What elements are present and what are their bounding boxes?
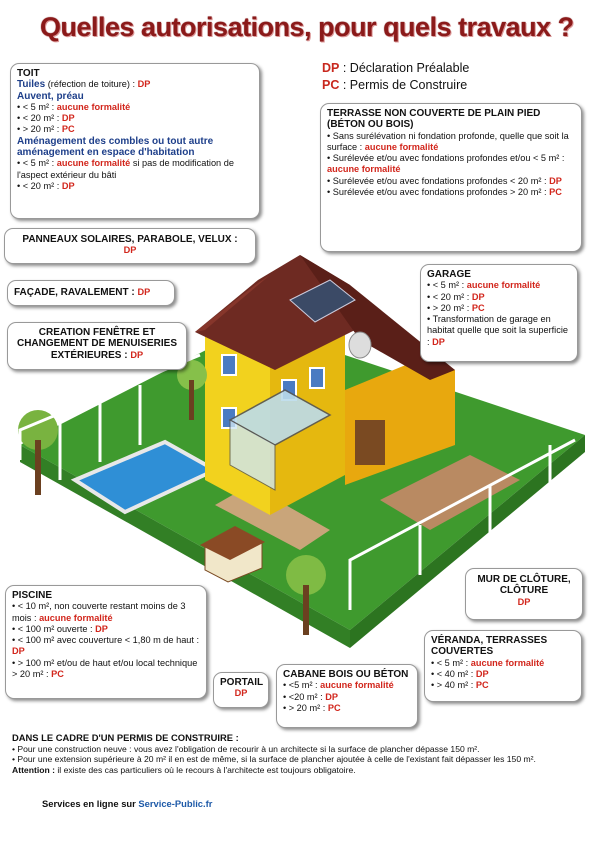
toit-box <box>10 63 260 219</box>
legend-pc-text: : Permis de Construire <box>339 78 468 92</box>
garage-box <box>420 264 578 362</box>
veranda-heading: VÉRANDA, TERRASSES COUVERTES <box>431 635 548 658</box>
veranda-item: • > 40 m² : PC <box>431 680 489 691</box>
mur-value: DP <box>517 596 531 607</box>
cabane-item: • > 20 m² : PC <box>283 702 341 713</box>
panneaux-heading: PANNEAUX SOLAIRES, PARABOLE, VELUX : <box>22 234 238 245</box>
terrasse-item: • Surélevée et/ou avec fondations profondes < 20 m² : DP <box>327 175 562 186</box>
portail-heading: PORTAIL <box>220 677 264 688</box>
piscine-item: • < 10 m², non couverte restant moins de 3 mois : aucune formalité <box>12 601 186 623</box>
footer-notes <box>12 733 587 775</box>
portail-box <box>213 672 269 708</box>
piscine-box <box>5 585 207 699</box>
terrasse-heading: TERRASSE NON COUVERTE DE PLAIN PIED (BÉTON OU BOIS) <box>327 108 541 131</box>
combles-item: • < 20 m² : DP <box>17 180 75 191</box>
facade-box <box>7 280 175 306</box>
legend <box>322 60 469 94</box>
garage-item: • > 20 m² : PC <box>427 302 485 313</box>
cabane-heading: CABANE BOIS OU BÉTON <box>283 669 409 680</box>
legend-dp-abbr: DP <box>322 61 340 75</box>
mur-box <box>465 568 583 620</box>
fenetre-value: DP <box>130 349 144 360</box>
piscine-item: • < 100 m² avec couverture < 1,80 m de haut : DP <box>12 635 200 657</box>
combles-item: • < 5 m² : aucune formalité si pas de modification de l'aspect extérieur du bâti <box>17 158 234 180</box>
tuiles-label: Tuiles <box>17 79 46 91</box>
cabane-item: • <5 m² : aucune formalité <box>283 680 394 691</box>
garage-item: • < 5 m² : aucune formalité <box>427 280 541 291</box>
combles-heading: Aménagement des combles ou tout autre aménagement en espace d'habitation <box>17 135 214 159</box>
auvent-item: • < 5 m² : aucune formalité <box>17 101 131 112</box>
mur-heading: MUR DE CLÔTURE, CLÔTURE <box>477 574 571 597</box>
toit-heading: TOIT <box>17 68 40 79</box>
terrasse-item: • Surélevée et/ou avec fondations profondes et/ou < 5 m² : aucune formalité <box>327 153 565 175</box>
auvent-heading: Auvent, préau <box>17 90 84 102</box>
tuiles-value: DP <box>137 79 151 90</box>
page-title: Quelles autorisations, pour quels travaux ? <box>40 12 574 42</box>
legend-dp-text: : Déclaration Préalable <box>339 61 470 75</box>
veranda-box <box>424 630 582 702</box>
cabane-box <box>276 664 418 728</box>
satellite-dish <box>349 332 371 358</box>
veranda-item: • < 40 m² : DP <box>431 668 489 679</box>
legend-pc-abbr: PC <box>322 78 340 92</box>
fenetre-box <box>7 322 187 370</box>
service-public-link[interactable]: Service-Public.fr <box>138 798 213 809</box>
tuiles-note: (réfection de toiture) : <box>45 79 138 90</box>
piscine-item: • < 100 m² ouverte : DP <box>12 623 108 634</box>
terrasse-item: • Surélevée et/ou avec fondations profondes > 20 m² : PC <box>327 187 562 198</box>
facade-heading: FAÇADE, RAVALEMENT : <box>14 287 138 298</box>
facade-value: DP <box>137 287 151 297</box>
footer-heading: DANS LE CADRE D'UN PERMIS DE CONSTRUIRE : <box>12 732 239 743</box>
garage-item: • Transformation de garage en habitat quelle que soit la superficie : DP <box>427 314 568 347</box>
cabane-item: • <20 m² : DP <box>283 691 339 702</box>
footer-line: • Pour une extension supérieure à 20 m² il en est de même, si la surface de plancher ajoutée à celle de l'existant fait dépasser les 150 m². <box>12 754 536 765</box>
garage-item: • < 20 m² : DP <box>427 291 485 302</box>
garage-heading: GARAGE <box>427 269 471 280</box>
fenetre-heading: CREATION FENÊTRE ET CHANGEMENT DE MENUISERIES EXTÉRIEURES : <box>16 327 177 361</box>
terrasse-item: • Sans surélévation ni fondation profonde, quelle que soit la surface : aucune formalité <box>327 130 569 152</box>
auvent-item: • > 20 m² : PC <box>17 124 75 135</box>
footer-line: • Pour une construction neuve : vous avez l'obligation de recourir à un architecte si la surface de plancher dépasse 150 m². <box>12 743 480 754</box>
piscine-item: • > 100 m² et/ou de haut et/ou local technique > 20 m² : PC <box>12 657 198 680</box>
services-link[interactable]: Services en ligne sur Service-Public.fr <box>42 798 213 809</box>
panneaux-value: DP <box>123 245 137 256</box>
auvent-item: • < 20 m² : DP <box>17 113 75 124</box>
veranda-item: • < 5 m² : aucune formalité <box>431 657 545 668</box>
footer-attention: Attention : il existe des cas particuliers où le recours à l'architecte est toujours obligatoire. <box>12 764 356 775</box>
panneaux-box <box>4 228 256 264</box>
terrasse-box <box>320 103 582 252</box>
portail-value: DP <box>234 688 248 699</box>
piscine-heading: PISCINE <box>12 590 53 601</box>
